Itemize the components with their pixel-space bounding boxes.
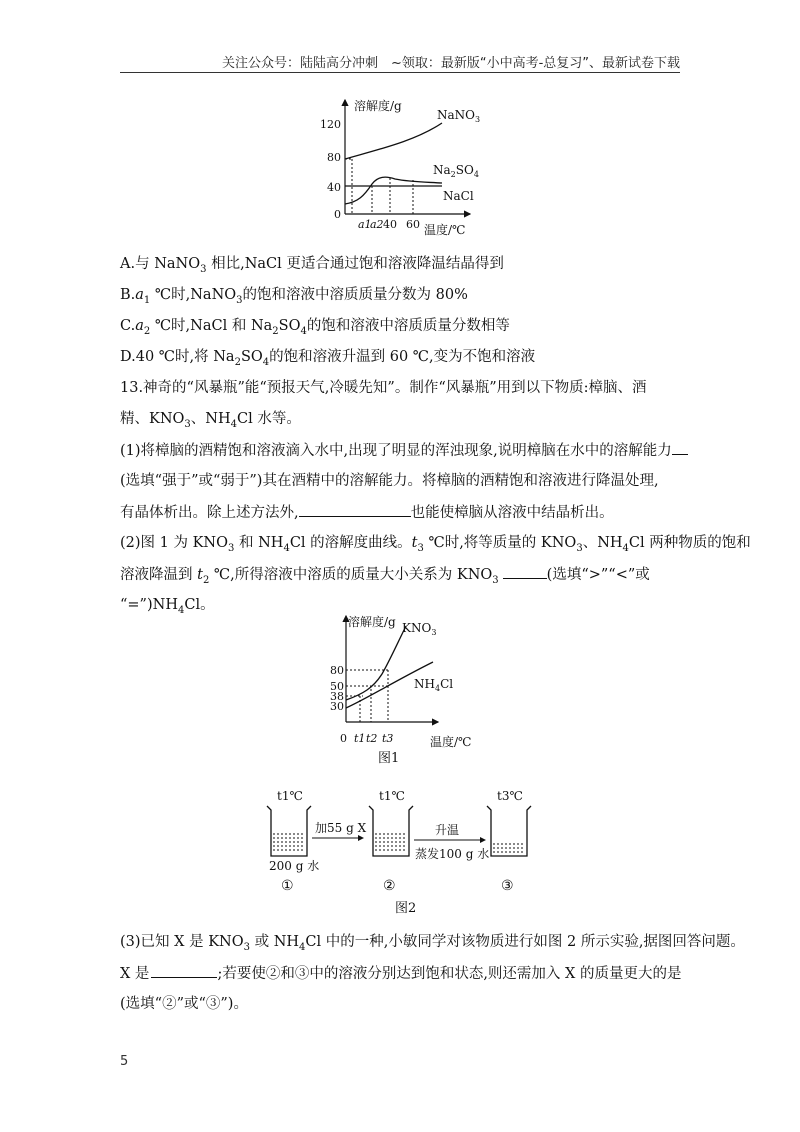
x-tick-label: 40 — [383, 218, 397, 231]
na2so4-curve — [345, 177, 442, 204]
q13-part1-line1: (1)将樟脑的酒精饱和溶液滴入水中,出现了明显的浑浊现象,说明樟脑在水中的溶解能力 — [120, 440, 685, 461]
y-tick-label: 30 — [330, 700, 344, 713]
x-tick-label: 60 — [406, 218, 420, 231]
q13-intro-line1: 13.神奇的“风暴瓶”能“预报天气,冷暖先知”。制作“风暴瓶”用到以下物质:樟脑、酒 — [120, 380, 647, 396]
q13-part3-line3: (选填“②”或“③”)。 — [120, 996, 248, 1012]
q13-part3-line1: (3)已知 X 是 $KNO_3$ 或 $NH_4Cl$ 中的一种,小敏同学对该物质进行如图 2 所示实验,据图回答问题。 — [120, 934, 745, 953]
figure2-caption: 图2 — [395, 901, 417, 916]
x-axis-label: 温度/℃ — [430, 735, 472, 749]
page-number: 5 — [120, 1054, 129, 1069]
temp-label: t3℃ — [497, 789, 523, 803]
answer-blank[interactable] — [151, 963, 217, 978]
answer-blank[interactable] — [299, 502, 411, 517]
y-tick-label: 40 — [327, 181, 341, 194]
y-tick-label: 0 — [334, 208, 341, 221]
option-d: D.40 ℃时,将 $Na_2SO_4$的饱和溶液升温到 60 ℃,变为不饱和溶液 — [120, 349, 536, 368]
page-header: 关注公众号：陆陆高分冲刺 ~领取：最新版“小中高考-总复习”、最新试卷下载 — [221, 56, 680, 71]
series-label-na2so4: $Na_2SO_4$ — [433, 163, 479, 179]
y-axis-label: 溶解度/g — [348, 615, 396, 629]
experiment-figure-2 — [255, 786, 555, 916]
answer-blank[interactable] — [503, 564, 547, 579]
y-tick-label: 38 — [330, 690, 344, 703]
q13-part2-line2: 溶液降温到 $t_2$ ℃,所得溶液中溶质的质量大小关系为 $KNO_3$ (选填“>”“<”或 — [120, 564, 685, 591]
beaker-3 — [487, 806, 531, 856]
answer-blank[interactable] — [672, 440, 688, 455]
series-label-nh4cl: $NH_4Cl$ — [414, 677, 454, 693]
solubility-chart-1 — [320, 96, 500, 241]
q13-part2-line3: “$=”)NH_4Cl$。 — [120, 597, 215, 616]
x-tick-label: 0 — [340, 732, 347, 745]
beaker-1 — [267, 806, 311, 856]
series-label-nacl: NaCl — [443, 189, 474, 203]
temp-label: t1℃ — [379, 789, 405, 803]
kno3-curve — [346, 626, 406, 700]
y-tick-label: 80 — [330, 664, 344, 677]
x-tick-label: t1 — [354, 732, 366, 745]
q13-part1-line3: 有晶体析出。除上述方法外, 也能使樟脑从溶液中结晶析出。 — [120, 502, 685, 523]
y-tick-label: 50 — [330, 680, 344, 693]
x-tick-label: a1 — [358, 218, 372, 231]
x-tick-label: t3 — [382, 732, 394, 745]
temp-label: t1℃ — [277, 789, 303, 803]
q13-intro-line2: 精、$KNO_3$、$NH_4Cl$ 水等。 — [120, 411, 301, 430]
y-axis-label: 溶解度/g — [354, 99, 402, 113]
solubility-chart-2 — [318, 612, 493, 772]
figure1-caption: 图1 — [378, 751, 400, 766]
q13-part1-line2: (选填“强于”或“弱于”)其在酒精中的溶解能力。将樟脑的酒精饱和溶液进行降温处理, — [120, 473, 659, 489]
beaker-number: ① — [281, 878, 294, 894]
y-tick-label: 120 — [320, 118, 341, 131]
arrow-2-top-label: 升温 — [435, 823, 460, 837]
option-c: $C.a_2$ ℃时,NaCl 和 $Na_2SO_4$的饱和溶液中溶质质量分数相等 — [120, 318, 510, 337]
beaker-2 — [369, 806, 413, 856]
q13-part3-line2: X 是 ;若要使②和③中的溶液分别达到饱和状态,则还需加入 X 的质量更大的是 — [120, 963, 685, 984]
option-a: A.与 NaNO$_3$ 相比,NaCl 更适合通过饱和溶液降温结晶得到 — [120, 256, 504, 275]
arrow-1-label: 加55 g X — [315, 821, 367, 835]
series-label-nano3: NaNO$_3$ — [437, 108, 481, 124]
q13-part2-line1: (2)图 1 为 $KNO_3$ 和 $NH_4Cl$ 的溶解度曲线。$t_3$ ℃时,将等质量的 $KNO_3$、$NH_4Cl$ 两种物质的饱和 — [120, 535, 751, 554]
x-axis-label: 温度/℃ — [424, 223, 466, 237]
series-label-kno3: $KNO_3$ — [402, 621, 437, 637]
x-tick-label: a2 — [370, 218, 384, 231]
header-divider — [120, 72, 680, 73]
nano3-curve — [345, 123, 442, 159]
y-tick-label: 80 — [327, 151, 341, 164]
x-tick-label: t2 — [366, 732, 378, 745]
option-b: $B.a_1$ ℃时,NaNO$_3$的饱和溶液中溶质质量分数为 80% — [120, 287, 468, 306]
beaker-1-label: 200 g 水 — [269, 859, 320, 873]
arrow-2-bottom-label: 蒸发100 g 水 — [415, 847, 490, 861]
beaker-number: ② — [383, 878, 396, 894]
beaker-number: ③ — [501, 878, 514, 894]
